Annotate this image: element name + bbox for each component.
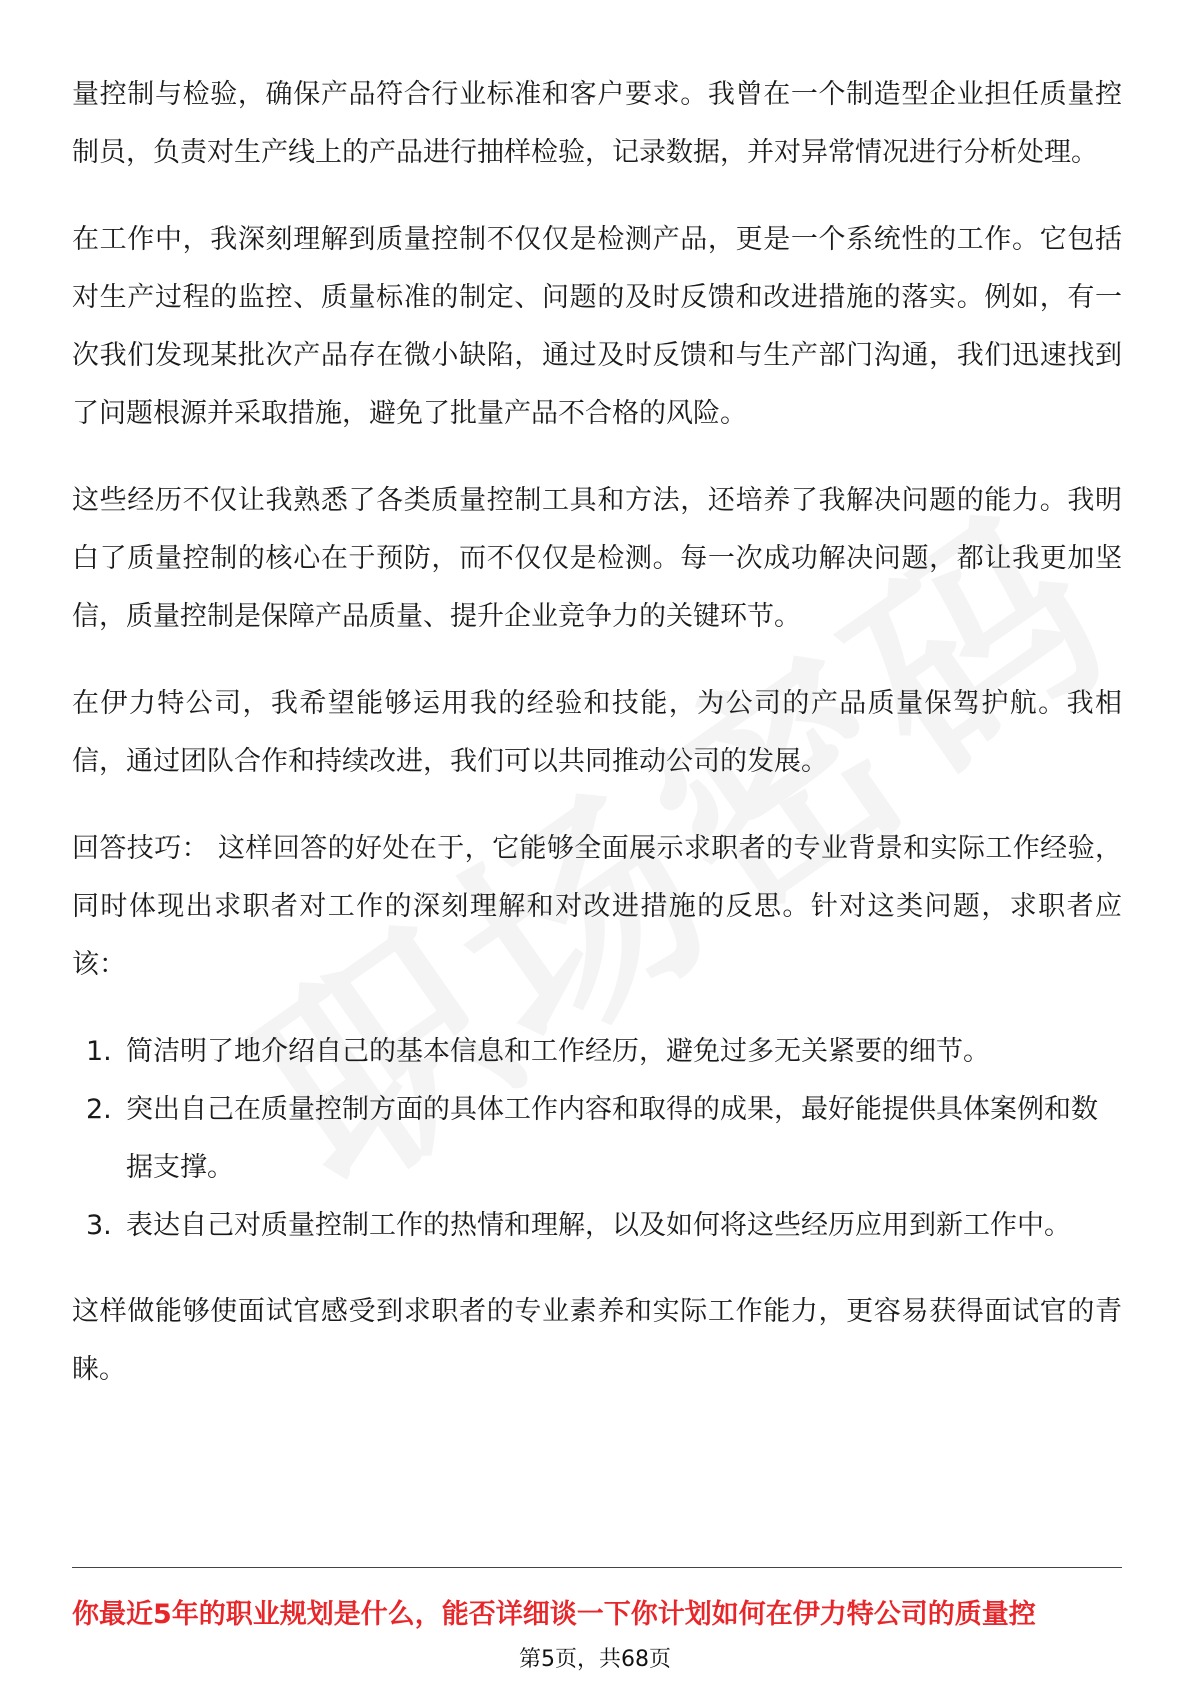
page-number: 第5页，共68页 <box>519 1647 671 1672</box>
list-item-text: 突出自己在质量控制方面的具体工作内容和取得的成果，最好能提供具体案例和数据支撑。 <box>126 1094 1098 1183</box>
document-body <box>72 66 1122 1428</box>
list-number: 3. <box>86 1210 112 1241</box>
list-item <box>72 1023 1122 1081</box>
paragraph-closing: 这样做能够使面试官感受到求职者的专业素养和实际工作能力，更容易获得面试官的青睐。 <box>72 1296 1122 1385</box>
list-number: 2. <box>86 1094 112 1125</box>
list-item <box>72 1081 1122 1197</box>
tips-list <box>72 1023 1122 1255</box>
paragraph-goal: 在伊力特公司，我希望能够运用我的经验和技能，为公司的产品质量保驾护航。我相信，通过团队合作和持续改进，我们可以共同推动公司的发展。 <box>72 688 1122 777</box>
paragraph-answer-tips: 回答技巧： 这样回答的好处在于，它能够全面展示求职者的专业背景和实际工作经验，同时体现出求职者对工作的深刻理解和对改进措施的反思。针对这类问题，求职者应该： <box>72 833 1122 980</box>
paragraph-understanding: 在工作中，我深刻理解到质量控制不仅仅是检测产品，更是一个系统性的工作。它包括对生产过程的监控、质量标准的制定、问题的及时反馈和改进措施的落实。例如，有一次我们发现某批次产品存在微小缺陷，通过及时反馈和与生产部门沟通，我们迅速找到了问题根源并采取措施，避免了批量产品不合格的风险。 <box>72 224 1122 429</box>
next-question-heading: 你最近5年的职业规划是什么，能否详细谈一下你计划如何在伊力特公司的质量控 <box>72 1599 1036 1630</box>
paragraph-skills: 这些经历不仅让我熟悉了各类质量控制工具和方法，还培养了我解决问题的能力。我明白了质量控制的核心在于预防，而不仅仅是检测。每一次成功解决问题，都让我更加坚信，质量控制是保障产品质量、提升企业竞争力的关键环节。 <box>72 485 1122 632</box>
list-item-text: 简洁明了地介绍自己的基本信息和工作经历，避免过多无关紧要的细节。 <box>126 1036 990 1067</box>
divider <box>72 1567 1122 1568</box>
list-item <box>72 1197 1122 1255</box>
paragraph-experience: 量控制与检验，确保产品符合行业标准和客户要求。我曾在一个制造型企业担任质量控制员，负责对生产线上的产品进行抽样检验，记录数据，并对异常情况进行分析处理。 <box>72 79 1122 168</box>
list-number: 1. <box>86 1036 112 1067</box>
list-item-text: 表达自己对质量控制工作的热情和理解，以及如何将这些经历应用到新工作中。 <box>126 1210 1071 1241</box>
